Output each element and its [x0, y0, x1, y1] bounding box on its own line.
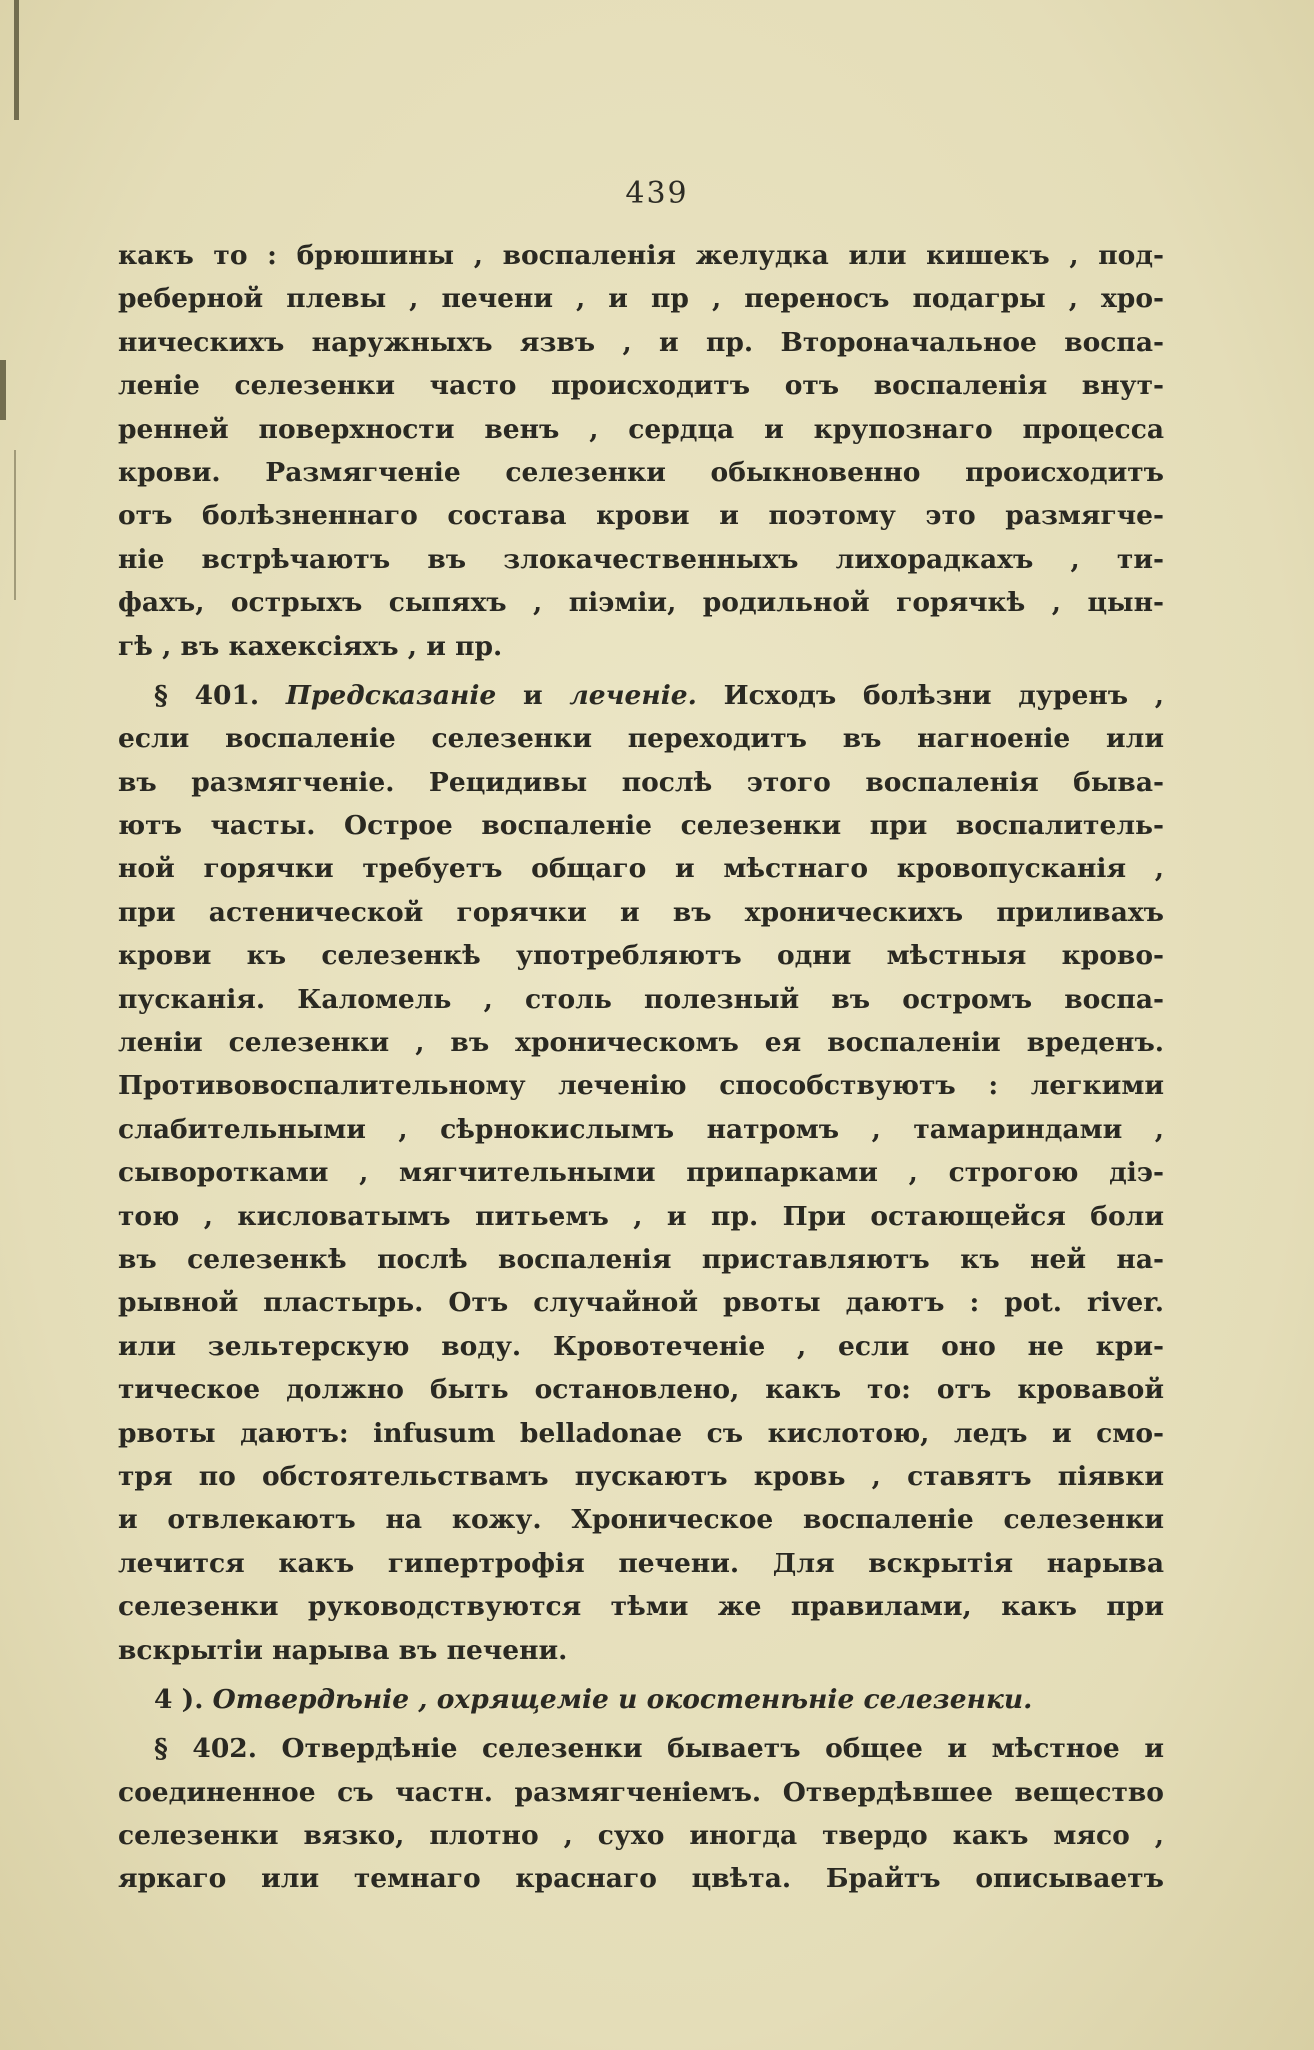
paragraph-continuation	[118, 234, 1164, 668]
text-line: леніи селезенки , въ хроническомъ ея воспаленіи вреденъ.	[118, 1027, 1164, 1059]
section-402-first-line: § 402. Отвердѣніе селезенки бываетъ общее и мѣстное и	[154, 1733, 1164, 1765]
text-line: тою , кисловатымъ питьемъ , и пр. При остающейся боли	[118, 1200, 1164, 1232]
text-line: тря по обстоятельствамъ пускаютъ кровь , ставятъ піявки	[118, 1460, 1164, 1492]
section-402	[118, 1727, 1164, 1901]
text-line: крови къ селезенкѣ употребляютъ одни мѣстныя крово-	[118, 940, 1164, 972]
text-line: какъ то : брюшины , воспаленія желудка или кишекъ , под-	[118, 240, 1164, 271]
text-line: ническихъ наружныхъ язвъ , и пр. Второначальное воспа-	[118, 326, 1164, 358]
text-line: слабительными , сѣрнокислымъ натромъ , тамариндами ,	[118, 1113, 1164, 1145]
subsection-number: 4 ).	[154, 1683, 204, 1715]
section-title: Предсказаніе	[285, 679, 497, 711]
text-line: ренней поверхности венъ , сердца и крупознаго процесса	[118, 413, 1164, 445]
text-line: если воспаленіе селезенки переходитъ въ нагноеніе или	[118, 723, 1164, 755]
text-line: при астенической горячки и въ хроническихъ приливахъ	[118, 896, 1164, 928]
text-line: реберной плевы , печени , и пр , переносъ подагры , хро-	[118, 283, 1164, 315]
text-line: крови. Размягченіе селезенки обыкновенно происходитъ	[118, 456, 1164, 488]
text-line: вскрытіи нарыва въ печени.	[118, 1634, 568, 1666]
text-line: селезенки руководствуются тѣми же правилами, какъ при	[118, 1591, 1164, 1623]
text-line: гѣ , въ кахексіяхъ , и пр.	[118, 630, 503, 662]
text-line: рвоты даютъ: infusum belladonae съ кислотою, ледъ и смо-	[118, 1417, 1164, 1449]
section-401	[118, 674, 1164, 1672]
section-title: леченіе.	[569, 679, 697, 711]
text-line: ютъ часты. Острое воспаленіе селезенки при воспалитель-	[118, 810, 1164, 842]
text-line: отъ болѣзненнаго состава крови и поэтому это размягче-	[118, 500, 1164, 532]
subsection-title: Отвердѣніе , охрящеміе и окостенѣніе селезенки.	[212, 1683, 1033, 1715]
text-line: соединенное съ частн. размягченіемъ. Отвердѣвшее вещество	[118, 1776, 1164, 1808]
section-401-heading-line	[118, 674, 1164, 717]
text-run: Исходъ болѣзни дуренъ ,	[723, 679, 1164, 711]
text-line: и отвлекаютъ на кожу. Хроническое воспаленіе селезенки	[118, 1504, 1164, 1536]
section-title-conjunction: и	[522, 679, 543, 711]
text-line: сывоpотками , мягчительными припарками , строгою діэ-	[118, 1157, 1164, 1189]
text-line: рывной пластырь. Отъ случайной рвоты даютъ : pot. river.	[118, 1287, 1164, 1319]
text-line: леніе селезенки часто происходитъ отъ воспаленія внут-	[118, 370, 1164, 402]
text-line: Противовоспалительному леченію способствуютъ : легкими	[118, 1070, 1164, 1102]
text-line: ной горячки требуетъ общаго и мѣстнаго кровопусканія ,	[118, 853, 1164, 885]
page-number: 439	[625, 176, 689, 211]
page-body	[118, 234, 1164, 1901]
binding-edge-mark	[0, 360, 6, 420]
text-line: фахъ, острыхъ сыпяхъ , піэміи, родильной горячкѣ , цын-	[118, 587, 1164, 619]
text-line: въ селезенкѣ послѣ воспаленія приставляютъ къ ней на-	[118, 1243, 1164, 1275]
text-line: пусканія. Каломель , столь полезный въ остромъ воспа-	[118, 983, 1164, 1015]
text-line: яркаго или темнаго краснаго цвѣта. Брайтъ описываетъ	[118, 1863, 1164, 1895]
text-line: ніе встрѣчаютъ въ злокачественныхъ лихорадкахъ , ти-	[118, 543, 1164, 575]
subsection-heading	[118, 1678, 1164, 1721]
section-number: § 401.	[154, 679, 260, 711]
binding-edge-mark	[14, 450, 16, 600]
text-line: въ размягченіе. Рецидивы послѣ этого воспаленія быва-	[118, 766, 1164, 798]
text-line: селезенки вязко, плотно , сухо иногда твердо какъ мясо ,	[118, 1820, 1164, 1852]
binding-edge-mark	[14, 0, 19, 120]
text-line: лечится какъ гипертрофія печени. Для вскрытія нарыва	[118, 1547, 1164, 1579]
text-line: тическое должно быть остановлено, какъ то: отъ кровавой	[118, 1374, 1164, 1406]
text-line: или зельтерскую воду. Кровотеченіе , если оно не кри-	[118, 1330, 1164, 1362]
